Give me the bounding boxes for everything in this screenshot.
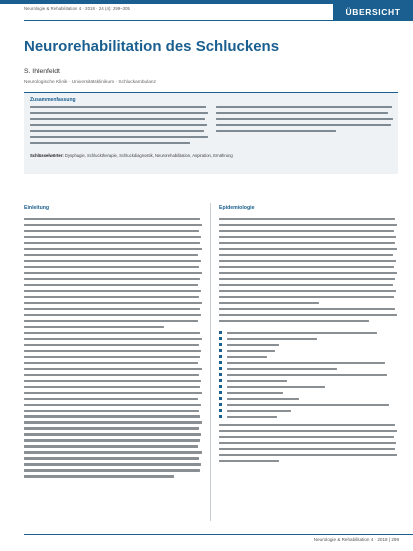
section-heading-einleitung: Einleitung xyxy=(24,205,50,211)
body-column-left xyxy=(24,205,203,481)
body-column-right xyxy=(219,205,398,466)
bullet-list xyxy=(219,330,398,420)
keywords xyxy=(30,153,392,159)
article-title: Neurorehabilitation des Schluckens xyxy=(24,38,280,55)
abstract-text-left xyxy=(30,106,208,148)
author-name: S. Ihlenfeldt xyxy=(24,68,60,75)
header-rule xyxy=(24,20,413,21)
abstract-heading: Zusammenfassung xyxy=(30,97,76,103)
keywords-label: Schlüsselwörter: xyxy=(30,153,64,158)
keywords-list: Dysphagie, Schlucktherapie, Schluckdiagnostik, Neurorehabilitation, Aspiration, Ernährung xyxy=(64,153,233,158)
page-footer: Neurologie & Rehabilitation 4 · 2018 | 299 xyxy=(313,537,399,542)
section-heading-epidemiologie: Epidemiologie xyxy=(219,205,255,211)
abstract-text-right xyxy=(216,106,394,136)
journal-citation: Neurologie & Rehabilitation 4 · 2018 · 24 (4): 299–305 xyxy=(24,6,130,11)
column-divider xyxy=(210,203,211,521)
author-affiliation: Neurologische Klinik · Universitätsklinikum · Schluckambulanz xyxy=(24,80,156,85)
abstract-box xyxy=(24,92,398,174)
section-tab: ÜBERSICHT xyxy=(333,4,413,20)
footer-rule xyxy=(24,534,413,535)
